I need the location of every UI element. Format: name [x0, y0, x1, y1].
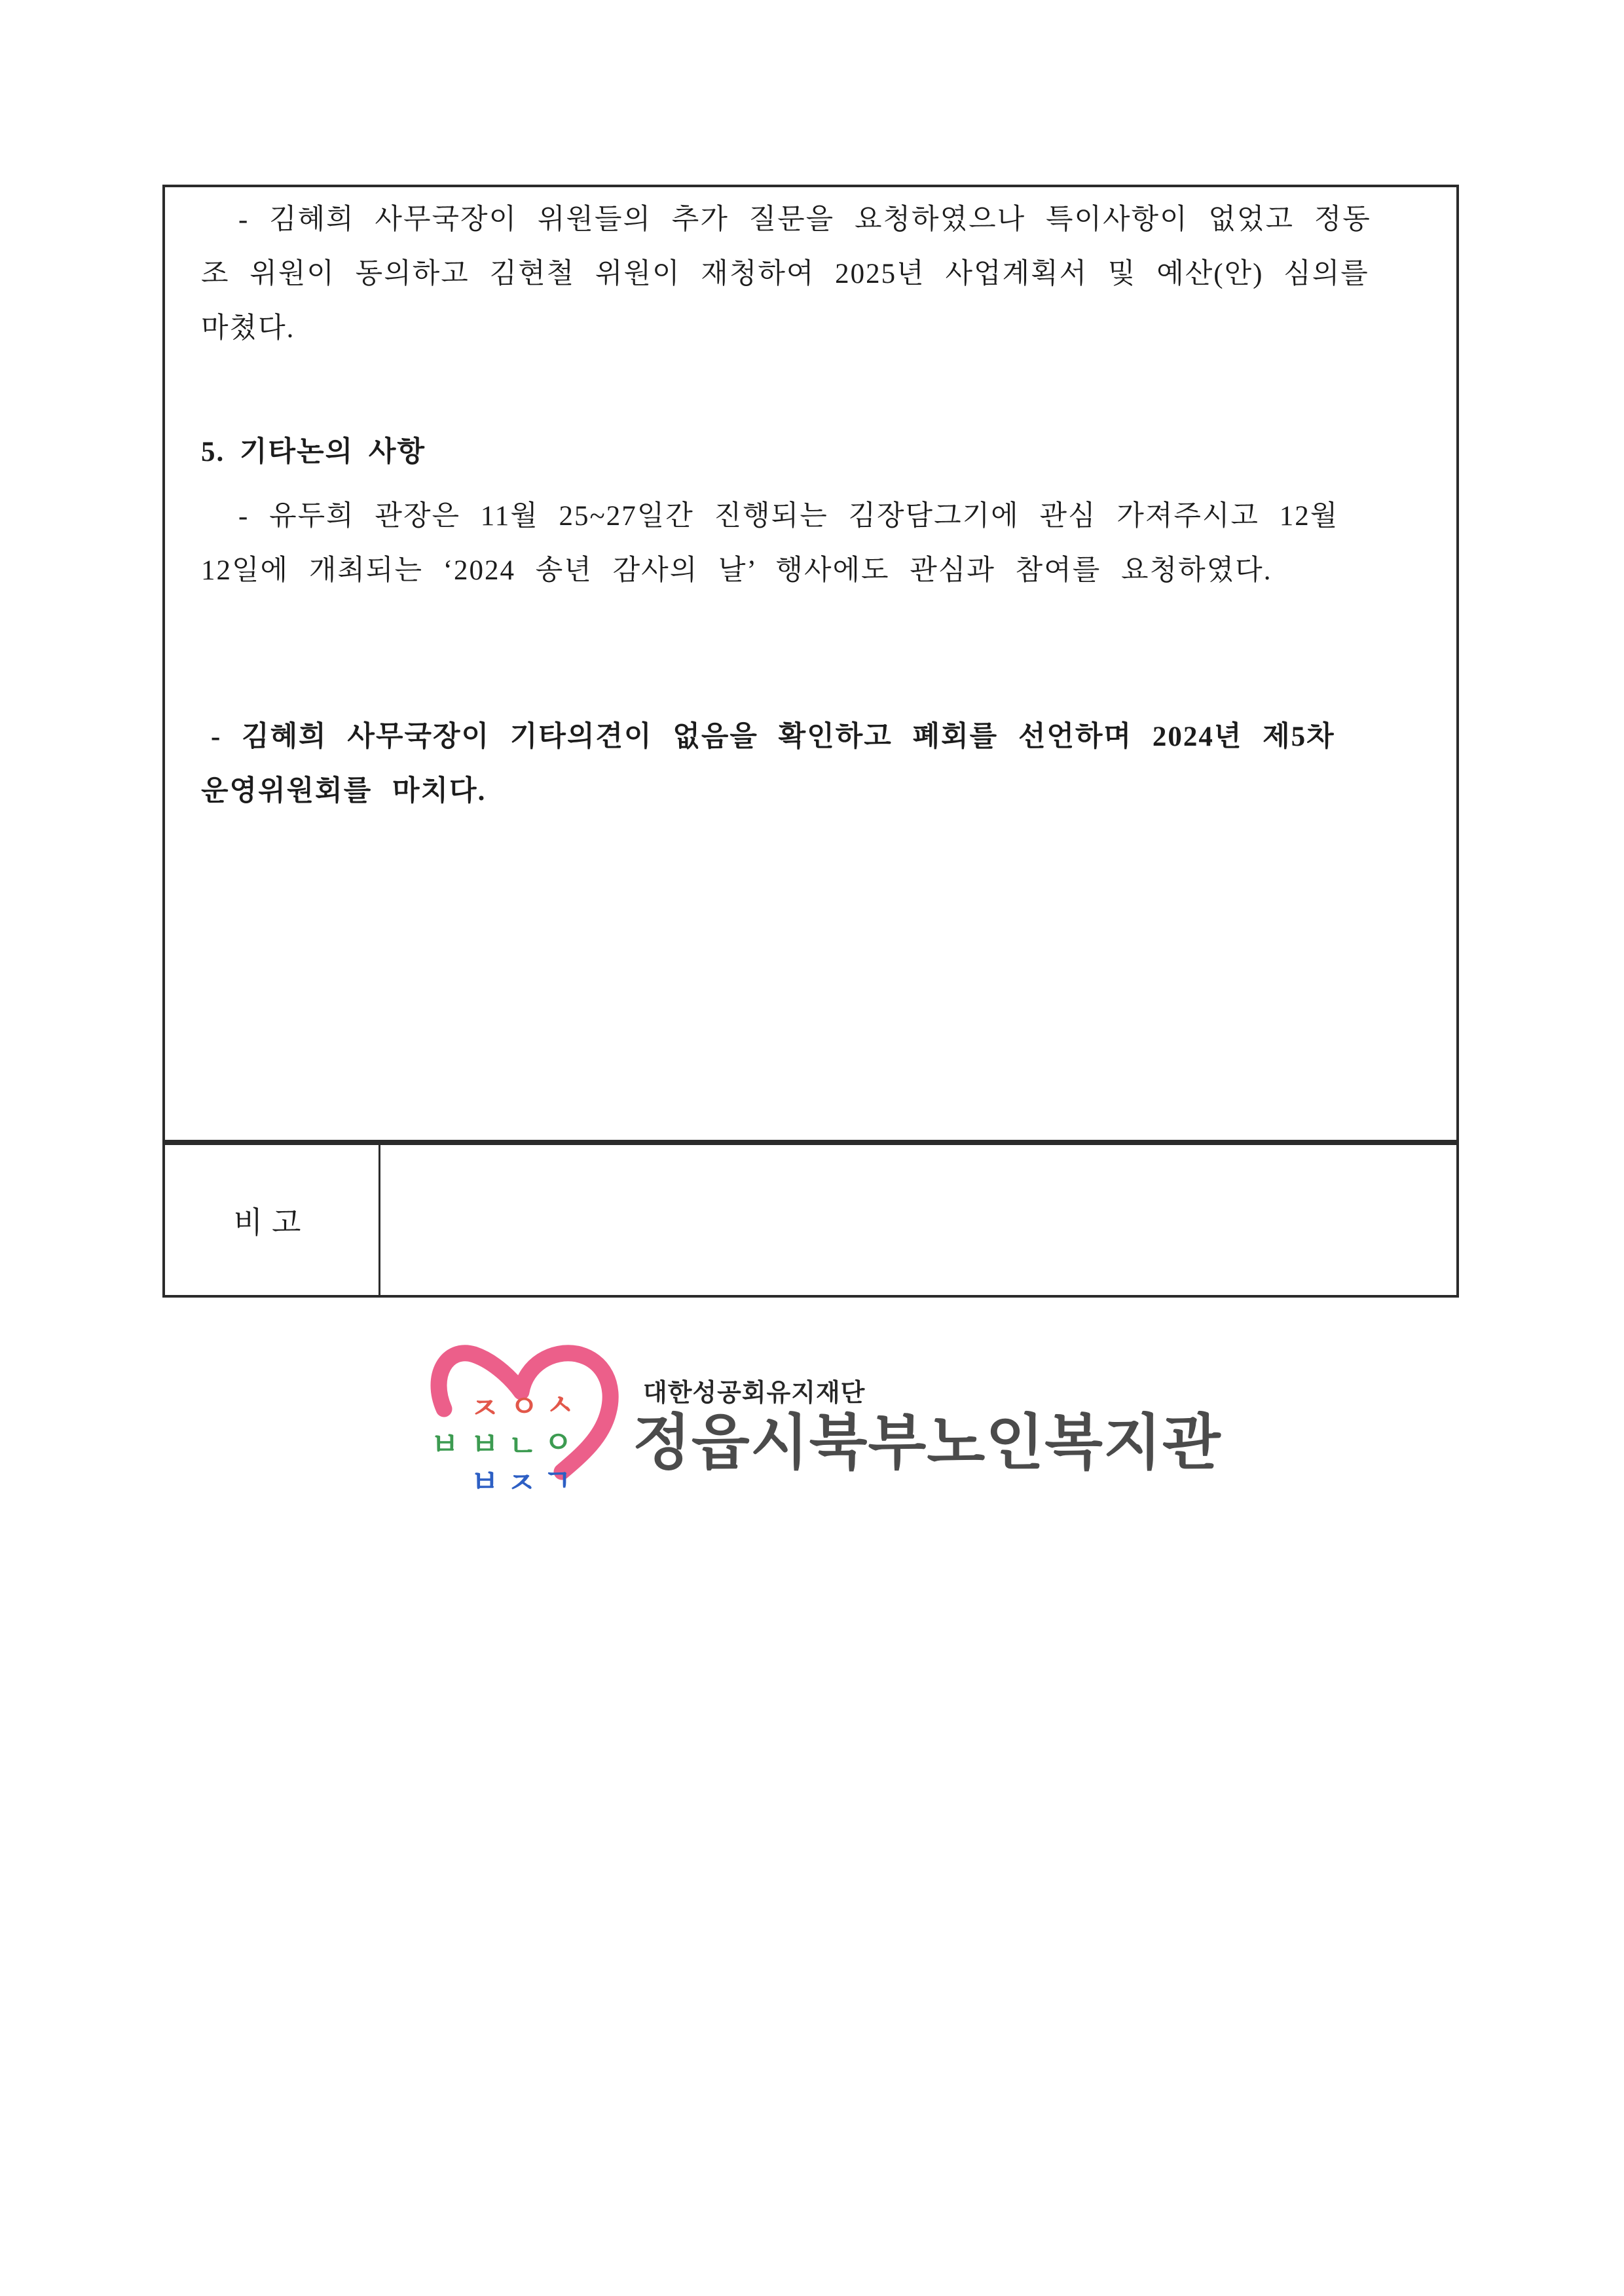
paragraph-line: 마쳤다.	[201, 313, 295, 344]
jamo-glyph: ㅂ	[470, 1427, 500, 1461]
jamo-glyph: ㅂ	[470, 1465, 500, 1499]
jamo-glyph: ㅇ	[509, 1389, 539, 1423]
paragraph-closing-declaration	[201, 710, 1420, 818]
jamo-glyph: ㅈ	[470, 1391, 500, 1425]
jamo-glyph: ㅈ	[507, 1466, 536, 1500]
remarks-table-row	[162, 1142, 1459, 1298]
paragraph-line: 운영위원회를 마치다.	[201, 776, 487, 807]
paragraph-other-discussion	[201, 489, 1420, 598]
minutes-content-box	[162, 185, 1459, 1142]
paragraph-review-approval	[201, 192, 1420, 355]
jamo-glyph: ㅇ	[544, 1425, 573, 1459]
remarks-value-cell	[380, 1145, 1456, 1295]
section-heading-other-discussion	[201, 425, 1420, 479]
heart-logo-icon	[413, 1336, 629, 1539]
section-heading-text: 5. 기타논의 사항	[201, 437, 426, 467]
remarks-label: 비고	[233, 1205, 310, 1239]
paragraph-line: 12일에 개최되는 ‘2024 송년 감사의 날’ 행사에도 관심과 참여를 요청하였다.	[201, 555, 1272, 586]
paragraph-line: 조 위원이 동의하고 김현철 위원이 재청하여 2025년 사업계획서 및 예산(안) 심의를	[201, 259, 1369, 289]
jamo-glyph: ㄴ	[508, 1429, 538, 1463]
jamo-glyph: ㅅ	[545, 1388, 575, 1422]
remarks-label-cell	[165, 1145, 380, 1295]
jamo-glyph: ㄱ	[543, 1463, 572, 1497]
paragraph-line: - 유두희 관장은 11월 25~27일간 진행되는 김장담그기에 관심 가져주시고 12월	[238, 501, 1339, 532]
paragraph-line: - 김혜희 사무국장이 위원들의 추가 질문을 요청하였으나 특이사항이 없었고 정동	[238, 204, 1371, 235]
jamo-glyph: ㅂ	[430, 1427, 460, 1461]
organization-name-text: 정읍시북부노인복지관	[633, 1410, 1221, 1476]
paragraph-line: - 김혜희 사무국장이 기타의견이 없음을 확인하고 폐회를 선언하며 2024년 제5차	[211, 721, 1335, 752]
foundation-name-text: 대한성공회유지재단	[643, 1379, 866, 1407]
